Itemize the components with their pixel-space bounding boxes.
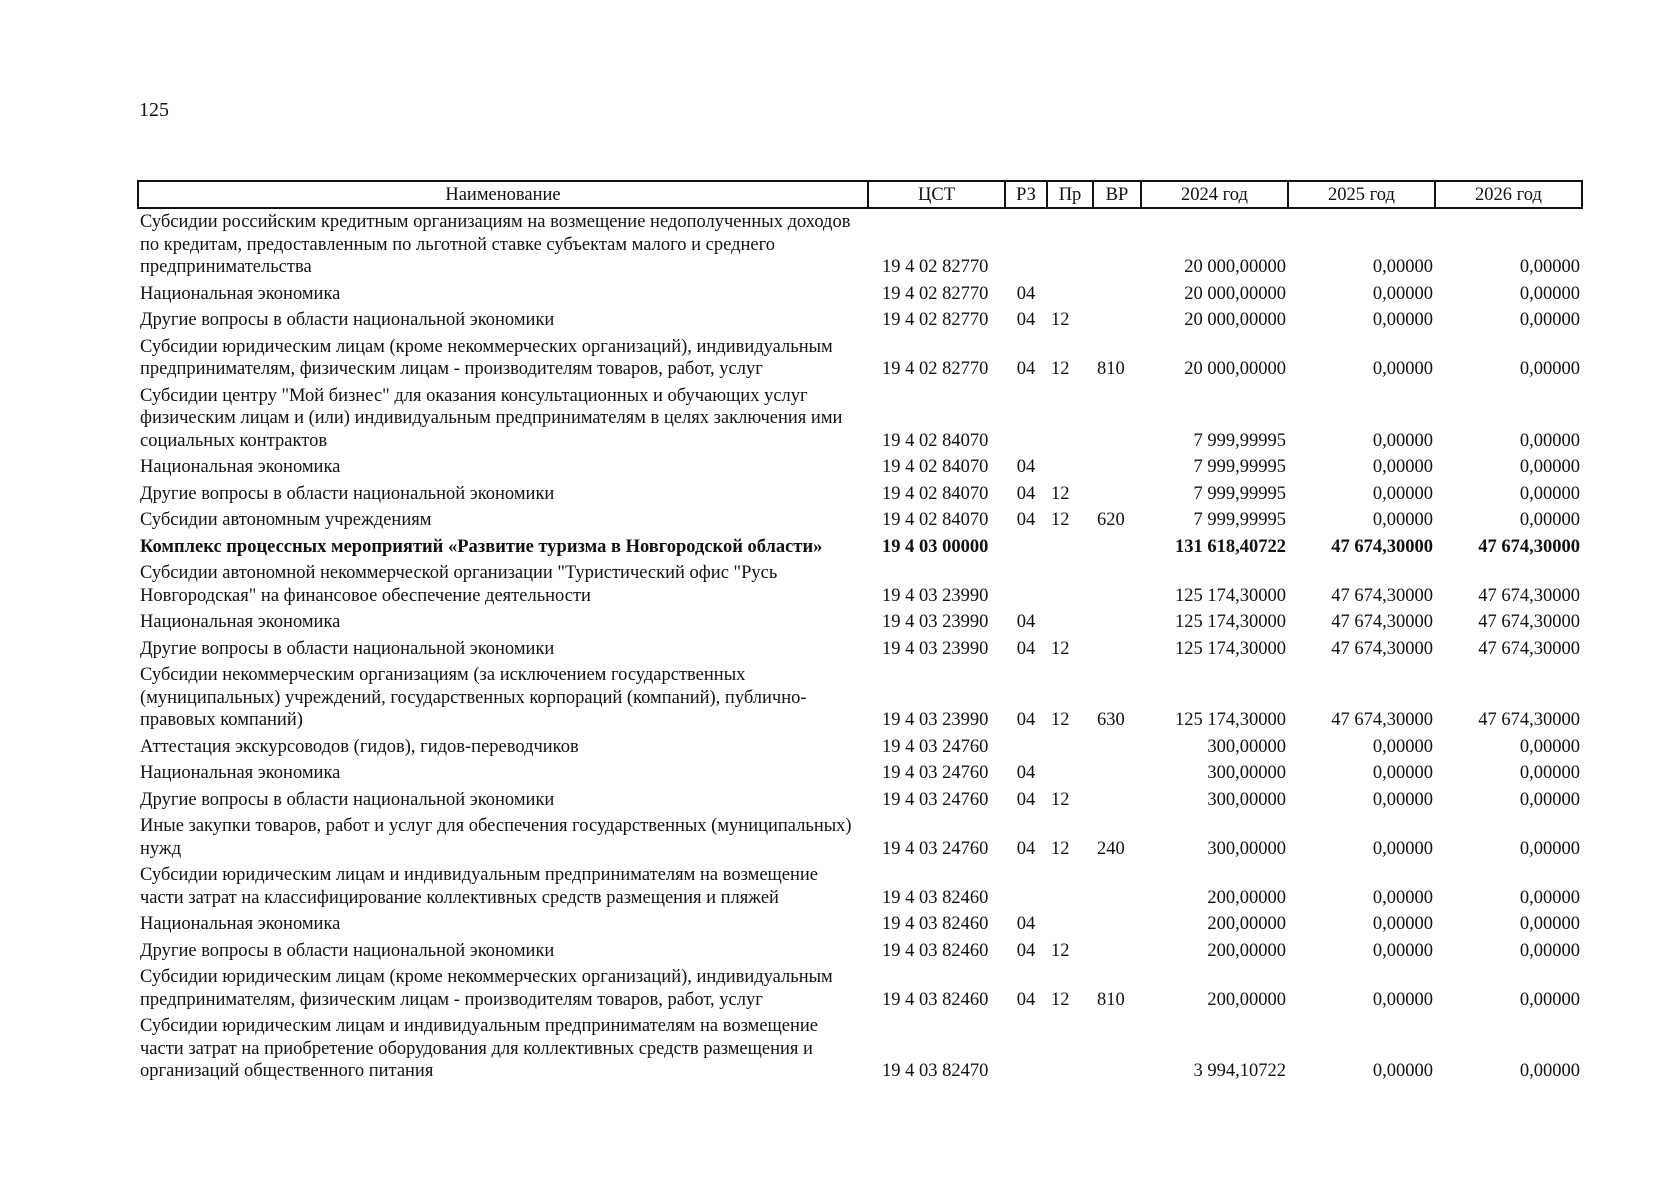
cell-vr (1093, 534, 1141, 561)
cell-2026: 0,00000 (1519, 457, 1580, 477)
cell-2026: 0,00000 (1519, 1061, 1580, 1081)
cell-2025: 47 674,30000 (1331, 638, 1433, 659)
cell-2026: 0,00000 (1519, 483, 1580, 504)
cell-cst: 19 4 03 82460 (882, 940, 989, 961)
cell-cst: 19 4 03 82460 (882, 989, 989, 1010)
cell-rz: 04 (1016, 710, 1036, 730)
cell-name: Субсидии автономным учреждениям (140, 510, 432, 530)
cell-2026: 0,00000 (1519, 736, 1580, 757)
cell-2025: 47 674,30000 (1331, 612, 1433, 632)
cell-name: Другие вопросы в области национальной экономики (140, 483, 555, 504)
cell-pr (1047, 208, 1093, 281)
cell-vr (1093, 938, 1141, 965)
cell-2024: 125 174,30000 (1175, 612, 1286, 632)
table-row (138, 560, 1582, 609)
cell-cst: 19 4 03 82460 (882, 914, 989, 934)
cell-2025: 47 674,30000 (1331, 585, 1433, 606)
cell-2026: 47 674,30000 (1478, 585, 1580, 606)
cell-rz: 04 (1016, 763, 1036, 783)
cell-rz (1005, 560, 1047, 609)
cell-vr (1093, 307, 1141, 334)
table-body (138, 208, 1582, 1085)
cell-name: Иные закупки товаров, работ и услуг для обеспечения государственных (муниципальных) нужд (140, 816, 852, 859)
cell-cst: 19 4 02 82770 (882, 257, 989, 277)
cell-2026: 0,00000 (1519, 940, 1580, 961)
cell-2025: 47 674,30000 (1331, 710, 1433, 730)
cell-pr: 12 (1051, 483, 1070, 504)
cell-cst: 19 4 03 00000 (882, 536, 989, 557)
table-row (138, 662, 1582, 734)
table-row (138, 813, 1582, 862)
table-row (138, 862, 1582, 911)
cell-2025: 0,00000 (1372, 838, 1433, 859)
table-row (138, 307, 1582, 334)
cell-2026: 0,00000 (1519, 310, 1580, 330)
cell-vr (1093, 481, 1141, 508)
cell-2025: 0,00000 (1372, 1061, 1433, 1081)
cell-name: Национальная экономика (140, 612, 341, 632)
cell-name: Субсидии некоммерческим организациям (за исключением государственных (муниципальных) учреждений, государственных корпораций (компаний), публично-правовых компаний) (140, 665, 807, 730)
table-row (138, 609, 1582, 636)
cell-2024: 20 000,00000 (1184, 283, 1286, 304)
cell-2025: 0,00000 (1372, 359, 1433, 379)
cell-2024: 300,00000 (1207, 736, 1286, 757)
table-row (138, 383, 1582, 455)
cell-rz: 04 (1016, 789, 1036, 810)
cell-pr (1047, 534, 1093, 561)
cell-rz: 04 (1016, 940, 1036, 961)
cell-2024: 200,00000 (1207, 914, 1286, 934)
cell-pr: 12 (1051, 789, 1070, 810)
cell-vr (1093, 911, 1141, 938)
cell-rz: 04 (1016, 310, 1036, 330)
cell-cst: 19 4 02 84070 (882, 510, 989, 530)
cell-name: Комплекс процессных мероприятий «Развитие туризма в Новгородской области» (140, 536, 823, 557)
cell-2024: 200,00000 (1207, 887, 1286, 908)
cell-cst: 19 4 02 82770 (882, 359, 989, 379)
cell-2026: 0,00000 (1519, 887, 1580, 908)
cell-pr: 12 (1051, 359, 1070, 379)
table-row (138, 454, 1582, 481)
cell-pr (1047, 760, 1093, 787)
cell-pr (1047, 383, 1093, 455)
cell-vr (1093, 383, 1141, 455)
cell-rz: 04 (1016, 989, 1036, 1010)
table-row (138, 1013, 1582, 1085)
cell-2024: 200,00000 (1207, 989, 1286, 1010)
cell-2026: 47 674,30000 (1478, 536, 1580, 557)
cell-cst: 19 4 02 82770 (882, 310, 989, 330)
cell-2026: 0,00000 (1519, 763, 1580, 783)
cell-cst: 19 4 02 82770 (882, 283, 989, 304)
cell-2025: 0,00000 (1372, 914, 1433, 934)
cell-pr (1047, 911, 1093, 938)
table-row (138, 334, 1582, 383)
cell-cst: 19 4 03 82470 (882, 1061, 989, 1081)
header-cst: ЦСТ (868, 181, 1005, 208)
header-name: Наименование (138, 181, 868, 208)
cell-name: Субсидии юридическим лицам и индивидуальным предпринимателям на возмещение части затрат на классифицирование коллективных средств размещения и пляжей (140, 865, 819, 908)
cell-2024: 7 999,99995 (1193, 430, 1286, 451)
cell-name: Субсидии центру "Мой бизнес" для оказания консультационных и обучающих услуг физическим лицам и (или) индивидуальным предпринимателям в целях заключения ими социальных контрактов (140, 385, 843, 451)
cell-rz: 04 (1016, 612, 1036, 632)
cell-2024: 20 000,00000 (1184, 310, 1286, 330)
cell-2024: 125 174,30000 (1175, 710, 1286, 730)
cell-rz: 04 (1016, 510, 1036, 530)
cell-2024: 300,00000 (1207, 763, 1286, 783)
cell-2026: 47 674,30000 (1478, 612, 1580, 632)
cell-2026: 0,00000 (1519, 914, 1580, 934)
cell-cst: 19 4 03 24760 (882, 838, 989, 859)
cell-2024: 200,00000 (1207, 940, 1286, 961)
cell-name: Национальная экономика (140, 457, 341, 477)
cell-cst: 19 4 02 84070 (882, 483, 989, 504)
cell-2025: 0,00000 (1372, 510, 1433, 530)
cell-2024: 125 174,30000 (1175, 585, 1286, 606)
cell-rz: 04 (1016, 283, 1036, 304)
cell-rz (1005, 862, 1047, 911)
table-row (138, 481, 1582, 508)
table-row (138, 911, 1582, 938)
header-pr: Пр (1047, 181, 1093, 208)
cell-2026: 0,00000 (1519, 789, 1580, 810)
cell-vr: 810 (1097, 359, 1125, 379)
cell-2025: 0,00000 (1372, 483, 1433, 504)
cell-vr (1093, 734, 1141, 761)
cell-cst: 19 4 03 24760 (882, 789, 989, 810)
cell-2026: 0,00000 (1519, 510, 1580, 530)
header-vr: ВР (1093, 181, 1141, 208)
table-row (138, 734, 1582, 761)
cell-cst: 19 4 03 23990 (882, 638, 989, 659)
cell-cst: 19 4 02 84070 (882, 430, 989, 451)
cell-vr: 630 (1097, 710, 1125, 730)
cell-rz (1005, 383, 1047, 455)
cell-2026: 0,00000 (1519, 838, 1580, 859)
cell-name: Субсидии юридическим лицам и индивидуальным предпринимателям на возмещение части затрат на приобретение оборудования для коллективных средств размещения и организаций общественного питания (140, 1016, 819, 1081)
cell-2025: 47 674,30000 (1331, 536, 1433, 557)
header-2025: 2025 год (1288, 181, 1435, 208)
cell-2025: 0,00000 (1372, 940, 1433, 961)
cell-vr (1093, 560, 1141, 609)
cell-pr: 12 (1051, 510, 1070, 530)
cell-cst: 19 4 03 24760 (882, 736, 989, 757)
cell-2024: 125 174,30000 (1175, 638, 1286, 659)
cell-pr (1047, 1013, 1093, 1085)
cell-2024: 300,00000 (1207, 789, 1286, 810)
cell-rz (1005, 534, 1047, 561)
cell-2024: 300,00000 (1207, 838, 1286, 859)
header-2026: 2026 год (1435, 181, 1582, 208)
table-row (138, 760, 1582, 787)
cell-name: Другие вопросы в области национальной экономики (140, 789, 555, 810)
table-header (138, 181, 1582, 208)
header-2024: 2024 год (1141, 181, 1288, 208)
cell-rz: 04 (1016, 359, 1036, 379)
cell-2024: 7 999,99995 (1193, 483, 1286, 504)
table-row (138, 281, 1582, 308)
cell-cst: 19 4 02 84070 (882, 457, 989, 477)
cell-pr (1047, 281, 1093, 308)
cell-2024: 3 994,10722 (1193, 1061, 1286, 1081)
cell-vr (1093, 609, 1141, 636)
cell-2025: 0,00000 (1372, 430, 1433, 451)
cell-cst: 19 4 03 23990 (882, 612, 989, 632)
cell-name: Другие вопросы в области национальной экономики (140, 638, 555, 659)
cell-cst: 19 4 03 23990 (882, 585, 989, 606)
cell-rz: 04 (1016, 838, 1036, 859)
cell-vr: 240 (1097, 838, 1125, 859)
cell-2026: 47 674,30000 (1478, 710, 1580, 730)
cell-name: Субсидии юридическим лицам (кроме некоммерческих организаций), индивидуальным предпринимателям, физическим лицам - производителям товаров, работ, услуг (140, 336, 833, 379)
table-row (138, 208, 1582, 281)
page-number: 125 (139, 99, 169, 121)
cell-name: Другие вопросы в области национальной экономики (140, 940, 555, 961)
header-rz: РЗ (1005, 181, 1047, 208)
cell-vr (1093, 862, 1141, 911)
cell-rz: 04 (1016, 483, 1036, 504)
cell-vr (1093, 787, 1141, 814)
cell-2025: 0,00000 (1372, 457, 1433, 477)
cell-cst: 19 4 03 23990 (882, 710, 989, 730)
cell-rz: 04 (1016, 914, 1036, 934)
cell-2026: 0,00000 (1519, 257, 1580, 277)
cell-vr (1093, 208, 1141, 281)
cell-2025: 0,00000 (1372, 763, 1433, 783)
cell-pr: 12 (1051, 940, 1070, 961)
cell-pr: 12 (1051, 638, 1070, 659)
cell-2024: 131 618,40722 (1175, 536, 1286, 557)
cell-vr (1093, 760, 1141, 787)
table-row (138, 787, 1582, 814)
cell-name: Аттестация экскурсоводов (гидов), гидов-переводчиков (140, 736, 579, 757)
cell-cst: 19 4 03 24760 (882, 763, 989, 783)
cell-pr (1047, 454, 1093, 481)
cell-2025: 0,00000 (1372, 257, 1433, 277)
cell-pr: 12 (1051, 310, 1070, 330)
cell-pr (1047, 560, 1093, 609)
cell-2025: 0,00000 (1372, 283, 1433, 304)
cell-2026: 0,00000 (1519, 430, 1580, 451)
cell-pr (1047, 734, 1093, 761)
cell-pr (1047, 862, 1093, 911)
cell-pr: 12 (1051, 838, 1070, 859)
cell-2024: 7 999,99995 (1193, 510, 1286, 530)
cell-2026: 0,00000 (1519, 283, 1580, 304)
cell-2026: 0,00000 (1519, 989, 1580, 1010)
table-row (138, 507, 1582, 534)
cell-name: Национальная экономика (140, 914, 341, 934)
cell-2026: 47 674,30000 (1478, 638, 1580, 659)
table-row (138, 534, 1582, 561)
cell-vr (1093, 636, 1141, 663)
cell-cst: 19 4 03 82460 (882, 887, 989, 908)
cell-2026: 0,00000 (1519, 359, 1580, 379)
cell-2025: 0,00000 (1372, 989, 1433, 1010)
cell-pr: 12 (1051, 710, 1070, 730)
cell-2024: 7 999,99995 (1193, 457, 1286, 477)
cell-2025: 0,00000 (1372, 310, 1433, 330)
cell-2024: 20 000,00000 (1184, 359, 1286, 379)
cell-vr: 620 (1097, 510, 1125, 530)
cell-2025: 0,00000 (1372, 887, 1433, 908)
cell-name: Субсидии российским кредитным организациям на возмещение недополученных доходов по кредитам, предоставленным по льготной ставке субъектам малого и среднего предпринимательства (140, 212, 851, 277)
cell-rz: 04 (1016, 457, 1036, 477)
cell-name: Национальная экономика (140, 763, 341, 783)
cell-name: Другие вопросы в области национальной экономики (140, 310, 555, 330)
cell-2025: 0,00000 (1372, 789, 1433, 810)
table-row (138, 636, 1582, 663)
cell-rz (1005, 1013, 1047, 1085)
table-row (138, 964, 1582, 1013)
cell-name: Национальная экономика (140, 283, 341, 304)
cell-2025: 0,00000 (1372, 736, 1433, 757)
cell-rz (1005, 208, 1047, 281)
cell-vr (1093, 1013, 1141, 1085)
cell-2024: 20 000,00000 (1184, 257, 1286, 277)
cell-rz: 04 (1016, 638, 1036, 659)
budget-table (137, 180, 1583, 1085)
cell-name: Субсидии автономной некоммерческой организации "Туристический офис "Русь Новгородская" на финансовое обеспечение деятельности (140, 563, 778, 606)
cell-vr (1093, 281, 1141, 308)
cell-name: Субсидии юридическим лицам (кроме некоммерческих организаций), индивидуальным предпринимателям, физическим лицам - производителям товаров, работ, услуг (140, 967, 833, 1010)
cell-pr: 12 (1051, 989, 1070, 1010)
cell-rz (1005, 734, 1047, 761)
cell-vr (1093, 454, 1141, 481)
cell-pr (1047, 609, 1093, 636)
cell-vr: 810 (1097, 989, 1125, 1010)
table-row (138, 938, 1582, 965)
